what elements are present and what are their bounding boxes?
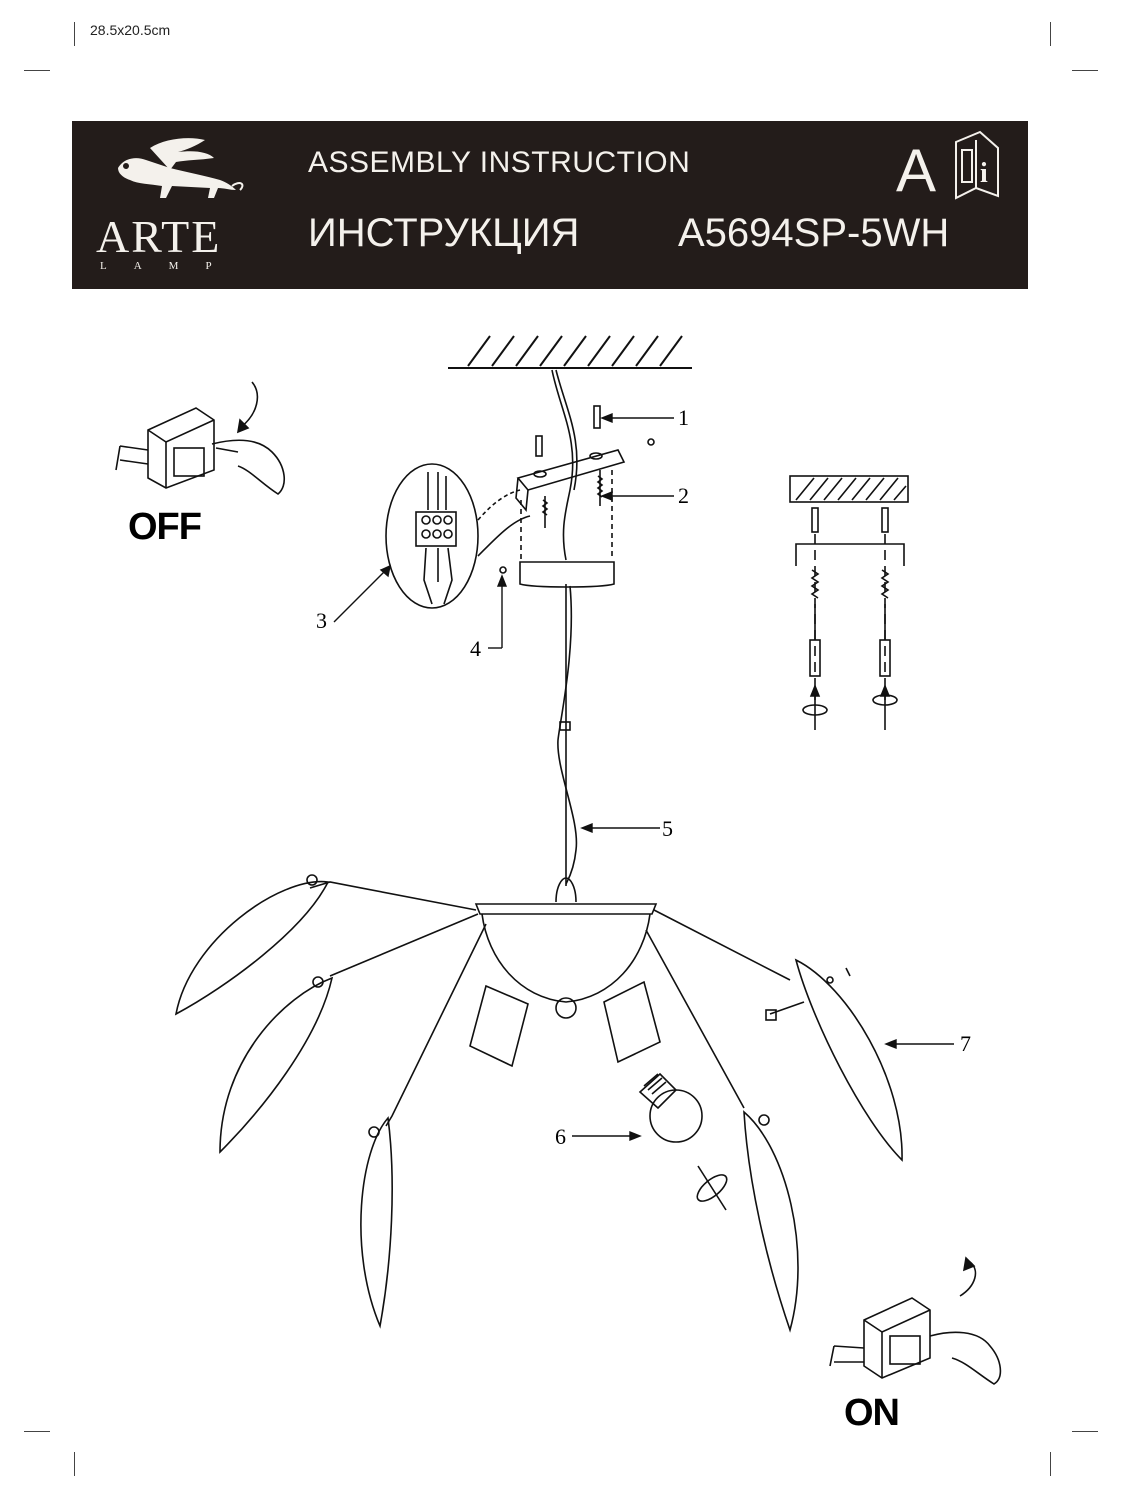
- brand-name: ARTE: [96, 211, 222, 262]
- callout-7: 7: [960, 1031, 971, 1056]
- crop-mark: [24, 70, 50, 71]
- crop-mark: [74, 1452, 75, 1476]
- callout-2: 2: [678, 483, 689, 508]
- callout-3: 3: [316, 608, 327, 633]
- mounting-detail: [790, 476, 908, 730]
- title-english: ASSEMBLY INSTRUCTION: [308, 146, 691, 179]
- language-letter: A: [896, 137, 937, 204]
- page-size-label: 28.5x20.5cm: [90, 22, 171, 38]
- on-label: ON: [844, 1392, 899, 1434]
- wiring-inset: [386, 464, 530, 608]
- callout-1: 1: [678, 405, 689, 430]
- crop-mark: [1050, 1452, 1051, 1476]
- model-number: A5694SP-5WH: [678, 211, 950, 255]
- leader-lines: [334, 414, 954, 1140]
- leaf-shade: [176, 882, 328, 1014]
- title-russian: ИНСТРУКЦИЯ: [308, 211, 580, 255]
- on-switch-icon: [830, 1258, 1000, 1384]
- mounting-assembly: [500, 370, 654, 886]
- fixture-graphic: [176, 875, 902, 1330]
- brand-subtitle: LAMP: [100, 260, 239, 272]
- off-label: OFF: [128, 506, 201, 548]
- cable-graphic: [558, 586, 577, 884]
- crop-mark: [1072, 1431, 1098, 1432]
- crop-mark: [1050, 22, 1051, 46]
- crop-mark: [1072, 70, 1098, 71]
- ceiling-graphic: [448, 336, 692, 368]
- leaf-shade: [796, 960, 902, 1160]
- svg-text:i: i: [980, 158, 988, 189]
- leaf-shade: [220, 978, 332, 1152]
- leaf-shade: [744, 1112, 798, 1330]
- crop-mark: [74, 22, 75, 46]
- leaf-shade: [361, 1118, 392, 1326]
- callout-6: 6: [555, 1124, 566, 1149]
- callout-5: 5: [662, 816, 673, 841]
- crop-mark: [24, 1431, 50, 1432]
- callout-4: 4: [470, 636, 481, 661]
- bulb-icon: [640, 1074, 731, 1210]
- off-switch-icon: [116, 382, 284, 494]
